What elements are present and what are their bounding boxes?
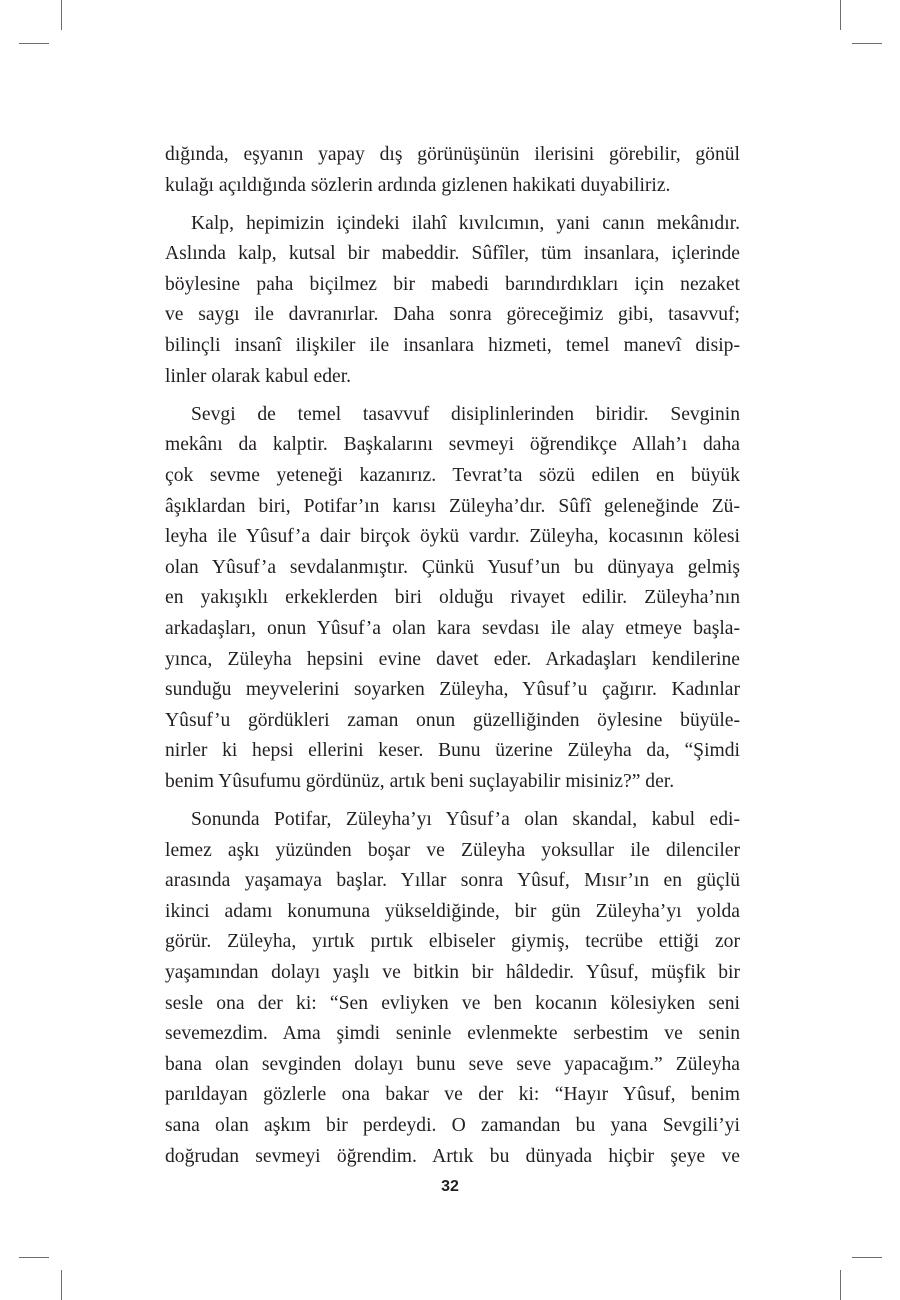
text-line: kulağı açıldığında sözlerin ardında gizlenen hakikati duyabiliriz. bbox=[165, 174, 671, 196]
text-line: yınca, Züleyha hepsini evine davet eder. Arkadaşları kendilerine bbox=[165, 648, 740, 670]
paragraph-gap bbox=[165, 201, 740, 209]
text-line: bilinçli insanî ilişkiler ile insanlara hizmeti, temel manevî disip- bbox=[165, 335, 740, 357]
page-number: 32 bbox=[441, 1178, 459, 1195]
text-line: parıldayan gözlerle ona bakar ve der ki: “Hayır Yûsuf, benim bbox=[165, 1084, 740, 1106]
text-line: en yakışıklı erkeklerden biri olduğu rivayet edilir. Züleyha’nın bbox=[165, 587, 740, 609]
crop-mark-top-left bbox=[61, 0, 62, 30]
text-line: Aslında kalp, kutsal bir mabeddir. Sûfîler, tüm insanlara, içlerinde bbox=[165, 243, 740, 265]
text-line: ve saygı ile davranırlar. Daha sonra göreceğimiz gibi, tasavvuf; bbox=[165, 304, 740, 326]
crop-mark-top-right-horizontal bbox=[852, 43, 882, 44]
text-line: lemez aşkı yüzünden boşar ve Züleyha yoksullar ile dilenciler bbox=[165, 839, 740, 861]
text-line: bana olan sevginden dolayı bunu seve seve yapacağım.” Züleyha bbox=[165, 1053, 740, 1075]
text-line: görür. Züleyha, yırtık pırtık elbiseler giymiş, tecrübe ettiği zor bbox=[165, 931, 740, 953]
text-line: sevemezdim. Ama şimdi seninle evlenmekte serbestim ve senin bbox=[165, 1023, 740, 1045]
text-line: Kalp, hepimizin içindeki ilahî kıvılcımın, yani canın mekânıdır. bbox=[191, 212, 740, 234]
text-line: dığında, eşyanın yapay dış görünüşünün ilerisini görebilir, gönül bbox=[165, 144, 740, 165]
text-line: âşıklardan biri, Potifar’ın karısı Züleyha’dır. Sûfî geleneğinde Zü- bbox=[165, 495, 740, 517]
crop-mark-top-right bbox=[840, 0, 841, 30]
crop-mark-bottom-right bbox=[840, 1270, 841, 1300]
crop-mark-bottom-right-horizontal bbox=[852, 1257, 882, 1258]
text-line: yaşamından dolayı yaşlı ve bitkin bir hâldedir. Yûsuf, müşfik bir bbox=[165, 961, 740, 983]
text-line: Yûsuf’u gördükleri zaman onun güzelliğinden öylesine büyüle- bbox=[165, 709, 740, 731]
text-line: sesle ona der ki: “Sen evliyken ve ben kocanın kölesiyken seni bbox=[165, 992, 740, 1014]
text-line: mekânı da kalptir. Başkalarını sevmeyi öğrendikçe Allah’ı daha bbox=[165, 434, 740, 456]
paragraph bbox=[165, 805, 740, 1172]
text-line: sunduğu meyvelerini soyarken Züleyha, Yûsuf’u çağırır. Kadınlar bbox=[165, 679, 740, 701]
paragraph-gap bbox=[165, 797, 740, 805]
text-line: böylesine paha biçilmez bir mabedi barındırdıkları için nezaket bbox=[165, 273, 740, 295]
text-line: leyha ile Yûsuf’a dair birçok öykü vardır. Züleyha, kocasının kölesi bbox=[165, 526, 740, 548]
paragraph bbox=[165, 400, 740, 798]
text-line: arasında yaşamaya başlar. Yıllar sonra Yûsuf, Mısır’ın en güçlü bbox=[165, 870, 740, 892]
text-line: ikinci adamı konumuna yükseldiğinde, bir gün Züleyha’yı yolda bbox=[165, 900, 740, 922]
text-line: çok sevme yeteneği kazanırız. Tevrat’ta sözü edilen en büyük bbox=[165, 464, 740, 486]
text-line: arkadaşları, onun Yûsuf’a olan kara sevdası ile alay etmeye başla- bbox=[165, 617, 740, 639]
text-line: sana olan aşkım bir perdeydi. O zamandan bu yana Sevgili’yi bbox=[165, 1114, 740, 1136]
crop-mark-bottom-left bbox=[61, 1270, 62, 1300]
text-line: nirler ki hepsi ellerini keser. Bunu üzerine Züleyha da, “Şimdi bbox=[165, 740, 740, 762]
paragraph bbox=[165, 140, 740, 201]
text-line: Sevgi de temel tasavvuf disiplinlerinden biridir. Sevginin bbox=[191, 403, 740, 425]
text-line: Sonunda Potifar, Züleyha’yı Yûsuf’a olan skandal, kabul edi- bbox=[191, 808, 740, 830]
text-line: olan Yûsuf’a sevdalanmıştır. Çünkü Yusuf’un bu dünyaya gelmiş bbox=[165, 556, 740, 578]
crop-mark-bottom-left-horizontal bbox=[19, 1257, 49, 1258]
paragraph-gap bbox=[165, 392, 740, 400]
text-line: benim Yûsufumu gördünüz, artık beni suçlayabilir misiniz?” der. bbox=[165, 770, 675, 792]
text-line: linler olarak kabul eder. bbox=[165, 365, 352, 387]
body-text bbox=[165, 140, 740, 1172]
crop-mark-top-left-horizontal bbox=[19, 43, 49, 44]
paragraph bbox=[165, 209, 740, 393]
text-line: doğrudan sevmeyi öğrendim. Artık bu dünyada hiçbir şeye ve bbox=[165, 1145, 740, 1167]
